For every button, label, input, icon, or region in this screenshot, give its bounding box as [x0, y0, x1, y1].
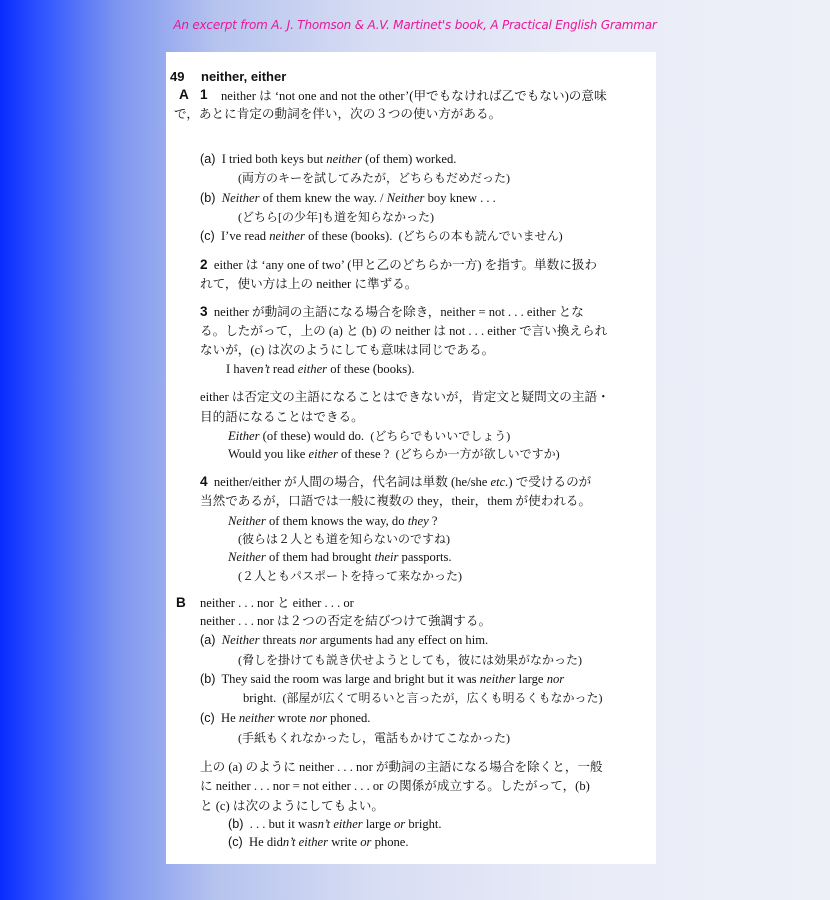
example-a-label: (a)	[200, 152, 216, 166]
either-example-2-translation: (どちらか一方が欲しいですか)	[395, 447, 560, 461]
either-example-1-text: (of these) would do.	[262, 429, 365, 443]
example-c-text: I’ve read	[220, 229, 267, 243]
b-example-a-em-2: nor	[299, 633, 317, 647]
b-rewrite-c-mid: write	[331, 835, 358, 849]
a3-example-em-2: either	[297, 362, 328, 376]
a4-text-1: neither/either が人間の場合，代名詞は単数 (he/she	[213, 475, 488, 489]
example-b-em-1: Neither	[221, 191, 260, 205]
b-example-b-translation: (部屋が広くて明るいと言ったが，広くも明るくもなかった)	[282, 691, 603, 705]
b-example-b-mid: large	[518, 672, 544, 686]
a3-example-tail: of these (books).	[330, 362, 415, 376]
b-rewrite-c	[228, 834, 409, 850]
b-example-a-tail: arguments had any effect on him.	[320, 633, 489, 647]
b-example-a-label: (a)	[200, 633, 216, 647]
b-example-c-em-2: nor	[309, 711, 328, 725]
example-b-text: of them knew the way. /	[262, 191, 384, 205]
section-number: 49	[170, 69, 185, 84]
example-a	[200, 151, 456, 167]
example-c-tail: of these (books).	[308, 229, 393, 243]
a1-line-2: で，あとに肯定の動詞を伴い，次の３つの使い方がある。	[174, 107, 502, 121]
b-rewrite-b-mid: large	[365, 817, 391, 831]
b-line-1: neither . . . nor と either . . . or	[200, 596, 354, 610]
a4-example-1-em-2: they	[407, 514, 429, 528]
a2-line-1	[200, 257, 597, 273]
b-example-b	[200, 671, 564, 687]
either-note-line-2: 目的語になることはできる。	[200, 410, 364, 424]
example-b-label: (b)	[200, 191, 216, 205]
b-example-b-cont	[243, 690, 603, 706]
either-example-2-em: either	[308, 447, 338, 461]
either-example-2	[228, 446, 560, 462]
a4-example-2-em: Neither	[228, 550, 266, 564]
a2-line-2: れて，使い方は上の neither に準ずる。	[200, 277, 418, 291]
b-rewrite-b	[228, 816, 442, 832]
a4-example-1-translation: (彼らは２人とも道を知らないのですね)	[238, 532, 450, 546]
either-example-1-em: Either	[228, 429, 260, 443]
b-rewrite-c-label: (c)	[228, 835, 243, 849]
b-example-b-text: They said the room was large and bright but it was	[221, 672, 477, 686]
b-example-b-label: (b)	[200, 672, 216, 686]
a4-example-2-text: of them had brought	[268, 550, 372, 564]
example-c-label: (c)	[200, 229, 215, 243]
a3-line-2: る。したがって，上の (a) と (b) の neither は not . . . either で言い換えられ	[200, 324, 608, 338]
b-rewrite-c-text: He did	[248, 835, 283, 849]
excerpt-banner: An excerpt from A. J. Thomson & A.V. Martinet's book, A Practical English Grammar	[173, 18, 657, 32]
b-rewrite-b-label: (b)	[228, 817, 244, 831]
a4-text-1-tail: ) で受けるのが	[508, 475, 592, 489]
a4-example-1-em: Neither	[228, 514, 266, 528]
item-2-number: 2	[200, 257, 208, 272]
a4-line-1	[200, 474, 591, 490]
section-title: neither, either	[201, 69, 287, 84]
either-example-1	[228, 428, 510, 444]
b-rewrite-c-em-1: n’t either	[282, 835, 329, 849]
either-example-1-translation: (どちらでもいいでしょう)	[370, 429, 511, 443]
b-note-line-2: に neither . . . nor = not either . . . or の関係が成立する。したがって，(b)	[200, 779, 590, 793]
example-b-tail: boy knew . . .	[427, 191, 496, 205]
book-page	[166, 52, 656, 864]
b-rewrite-c-tail: phone.	[374, 835, 409, 849]
b-example-c	[200, 710, 370, 726]
a4-example-2-translation: (２人ともパスポートを持って来なかった)	[238, 569, 462, 583]
b-example-a-em-1: Neither	[221, 633, 260, 647]
b-example-a-translation: (脅しを掛けても説き伏せようとしても，彼には効果がなかった)	[238, 653, 582, 667]
b-rewrite-b-em-2: or	[393, 817, 406, 831]
a3-example-text: I have	[226, 362, 258, 376]
example-a-text: I tried both keys but	[221, 152, 324, 166]
a3-text-1: neither が動詞の主語になる場合を除き，neither = not . . . either とな	[213, 305, 584, 319]
part-a-label: A	[179, 87, 189, 102]
b-example-c-text: He	[220, 711, 236, 725]
b-example-c-mid: wrote	[277, 711, 307, 725]
example-c-translation: (どちらの本も読んでいません)	[398, 229, 563, 243]
a3-example-mid: read	[272, 362, 295, 376]
b-line-2: neither . . . nor は２つの否定を結びつけて強調する。	[200, 614, 492, 628]
b-example-b-tail: bright.	[243, 691, 277, 705]
a4-example-2	[228, 549, 452, 565]
example-b	[200, 190, 496, 206]
b-example-b-em-2: nor	[546, 672, 565, 686]
a1-line-1: neither は ‘not one and not the other’(甲でもなければ乙でもない)の意味	[221, 89, 607, 103]
b-rewrite-b-tail: bright.	[408, 817, 442, 831]
b-rewrite-c-em-2: or	[360, 835, 372, 849]
example-b-translation: (どちら[の少年]も道を知らなかった)	[238, 210, 434, 224]
b-example-c-label: (c)	[200, 711, 215, 725]
a4-example-2-tail: passports.	[401, 550, 452, 564]
a4-example-2-em-2: their	[374, 550, 399, 564]
b-rewrite-b-text: . . . but it was	[249, 817, 318, 831]
item-1-number: 1	[200, 87, 208, 102]
either-example-2-text: Would you like	[228, 447, 306, 461]
a4-example-1	[228, 513, 437, 529]
item-4-number: 4	[200, 474, 208, 489]
part-b-label: B	[176, 595, 186, 610]
b-example-a	[200, 632, 488, 648]
example-c-em: neither	[269, 229, 305, 243]
a4-example-1-text: of them knows the way, do	[268, 514, 405, 528]
b-example-b-em-1: neither	[479, 672, 516, 686]
b-note-line-1: 上の (a) のように neither . . . nor が動詞の主語になる場合を除くと，一般	[200, 760, 603, 774]
either-example-2-tail: of these ?	[341, 447, 390, 461]
example-a-em: neither	[326, 152, 362, 166]
a2-text-1: either は ‘any one of two’ (甲と乙のどちらか一方) を指す。単数に扱わ	[213, 258, 598, 272]
either-note-line-1: either は否定文の主語になることはできないが，肯定文と疑問文の主語・	[200, 390, 610, 404]
a3-line-1	[200, 304, 584, 320]
b-example-c-tail: phoned.	[330, 711, 371, 725]
b-rewrite-b-em-1: n’t either	[317, 817, 363, 831]
example-a-translation: (両方のキーを試してみたが，どちらもだめだった)	[238, 171, 510, 185]
a3-example-em-1: n’t	[257, 362, 270, 376]
a4-example-1-tail: ?	[431, 514, 438, 528]
a4-text-em: etc.	[490, 475, 509, 489]
example-b-em-2: Neither	[386, 191, 425, 205]
b-example-a-text: threats	[262, 633, 297, 647]
a3-example	[226, 361, 415, 377]
a3-line-3: ないが，(c) は次のようにしても意味は同じである。	[200, 343, 495, 357]
a4-line-2: 当然であるが，口語では一般に複数の they，their，them が使われる。	[200, 494, 592, 508]
b-example-c-em-1: neither	[238, 711, 275, 725]
b-note-line-3: と (c) は次のようにしてもよい。	[200, 799, 384, 813]
item-3-number: 3	[200, 304, 208, 319]
b-example-c-translation: (手紙もくれなかったし，電話もかけてこなかった)	[238, 731, 510, 745]
example-c	[200, 228, 563, 244]
example-a-tail: (of them) worked.	[365, 152, 457, 166]
